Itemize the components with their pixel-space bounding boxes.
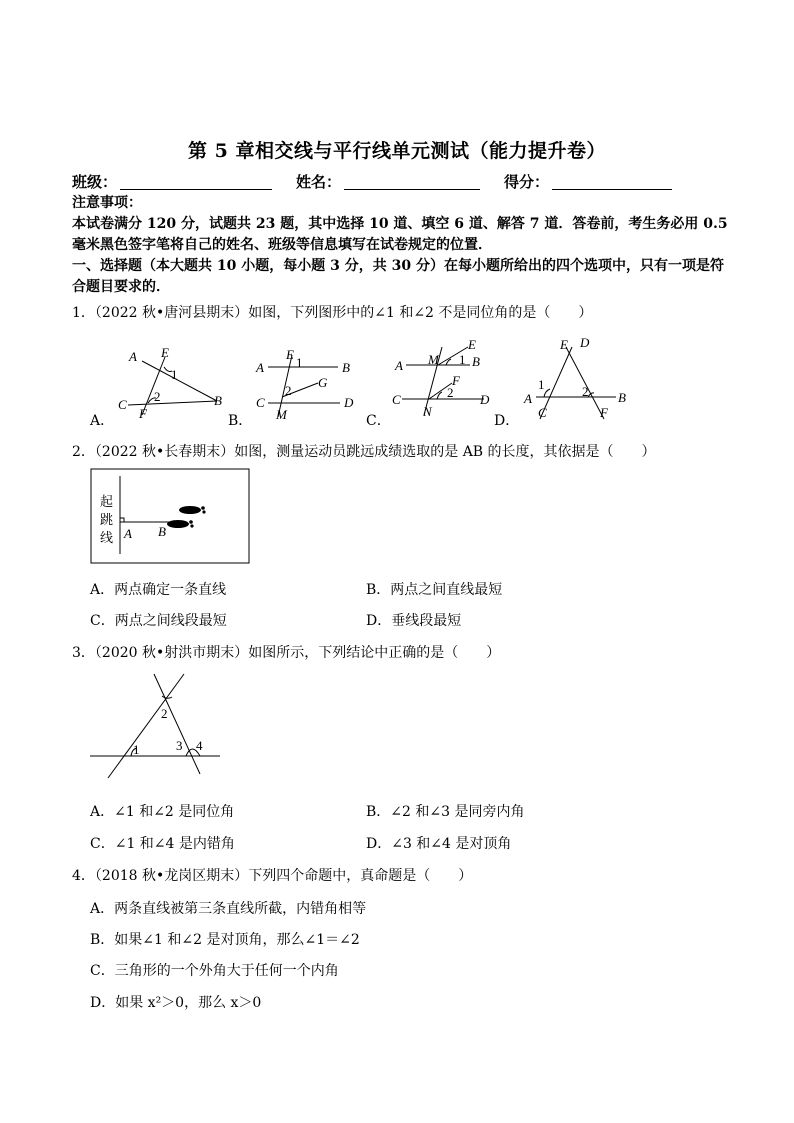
q1-figure-b bbox=[250, 345, 365, 425]
q1-figure-c bbox=[388, 335, 503, 425]
label: 3 bbox=[176, 738, 183, 753]
label: 1 bbox=[133, 742, 140, 757]
q1-figure-d bbox=[518, 335, 633, 425]
label: F bbox=[452, 373, 460, 388]
line-df bbox=[566, 347, 604, 419]
question-1-stem: 1．（2022 秋•唐河县期末）如图，下列图形中的∠1 和∠2 不是同位角的是（ ） bbox=[72, 305, 593, 321]
section-heading: 一、选择题（本大题共 10 小题，每小题 3 分，共 30 分）在每小题所给出的四个选项中，只有一项是符合题目要求的． bbox=[72, 258, 724, 295]
q1-option-d-label[interactable]: D． bbox=[494, 413, 520, 429]
label: 2 bbox=[582, 384, 589, 399]
label: E bbox=[161, 345, 169, 360]
figure-frame bbox=[91, 469, 249, 563]
label: E bbox=[560, 337, 568, 352]
q4-option-d[interactable]: D．如果 x²＞0，那么 x＞0 bbox=[90, 995, 262, 1011]
right-angle-mark bbox=[120, 518, 124, 522]
q1-option-a-label[interactable]: A． bbox=[90, 413, 115, 429]
q2-option-b[interactable]: B．两点之间直线最短 bbox=[366, 582, 503, 598]
q1-figure-a bbox=[110, 345, 225, 425]
label: E bbox=[468, 337, 476, 352]
label: 1 bbox=[538, 377, 545, 392]
label: C bbox=[392, 392, 401, 407]
q4-option-b[interactable]: B．如果∠1 和∠2 是对顶角，那么∠1＝∠2 bbox=[90, 932, 360, 948]
page-title: 第 5 章相交线与平行线单元测试（能力提升卷） bbox=[188, 140, 606, 162]
label: 4 bbox=[196, 738, 203, 753]
label: M bbox=[276, 407, 287, 422]
label: B bbox=[472, 354, 480, 369]
label-char: 起 bbox=[100, 495, 114, 510]
label: D bbox=[344, 395, 354, 410]
label: 2 bbox=[447, 385, 454, 400]
q1-option-c-label[interactable]: C． bbox=[366, 413, 391, 429]
label: B bbox=[618, 390, 626, 405]
label-char: 线 bbox=[100, 531, 114, 546]
label: C bbox=[538, 405, 547, 420]
question-4-stem: 4．（2018 秋•龙岗区期末）下列四个命题中，真命题是（ ） bbox=[72, 868, 473, 884]
label: F bbox=[139, 406, 147, 421]
q3-option-a[interactable]: A．∠1 和∠2 是同位角 bbox=[90, 804, 235, 820]
q3-option-d[interactable]: D．∠3 和∠4 是对顶角 bbox=[366, 836, 512, 852]
q2-option-d[interactable]: D．垂线段最短 bbox=[366, 613, 462, 629]
label: 1 bbox=[459, 352, 466, 367]
label: 2 bbox=[154, 389, 161, 404]
label: N bbox=[423, 404, 432, 419]
label: B bbox=[214, 393, 222, 408]
angle-1-arc bbox=[544, 389, 550, 397]
name-label: 姓名： bbox=[296, 173, 342, 191]
notice-heading: 注意事项： bbox=[72, 195, 142, 211]
class-label: 班级： bbox=[72, 173, 118, 191]
q2-option-a[interactable]: A．两点确定一条直线 bbox=[90, 582, 227, 598]
right-transversal bbox=[154, 674, 200, 774]
notice-body: 本试卷满分 120 分，试题共 23 题，其中选择 10 道、填空 6 道、解答 7 道．答卷前，考生务必用 0.5 毫米黑色签字笔将自己的姓名、班级等信息填写在试卷规定的位置． bbox=[72, 216, 728, 253]
q2-figure bbox=[90, 468, 252, 566]
score-blank[interactable] bbox=[552, 189, 672, 190]
question-2-stem: 2．（2022 秋•长春期末）如图，测量运动员跳远成绩选取的是 AB 的长度，其依据是（ ） bbox=[72, 444, 656, 460]
label: 1 bbox=[171, 367, 178, 382]
label-b: B bbox=[158, 524, 166, 539]
label: A bbox=[524, 391, 532, 406]
label: B bbox=[342, 360, 350, 375]
left-transversal bbox=[108, 674, 184, 778]
label: E bbox=[286, 347, 294, 362]
label: 1 bbox=[296, 355, 303, 370]
q3-figure bbox=[88, 670, 228, 782]
q1-option-b-label[interactable]: B． bbox=[228, 413, 253, 429]
label-char: 跳 bbox=[100, 513, 114, 528]
line-cb bbox=[128, 401, 217, 405]
q4-option-c[interactable]: C．三角形的一个外角大于任何一个内角 bbox=[90, 963, 339, 979]
label-a: A bbox=[124, 526, 132, 541]
label: A bbox=[395, 358, 403, 373]
footprint-icon bbox=[167, 506, 206, 528]
label: D bbox=[580, 335, 590, 350]
label: M bbox=[428, 352, 439, 367]
label: 2 bbox=[285, 383, 292, 398]
label: C bbox=[118, 397, 127, 412]
label: A bbox=[256, 360, 264, 375]
label: G bbox=[318, 375, 328, 390]
student-info-row bbox=[72, 171, 732, 193]
name-blank[interactable] bbox=[344, 189, 480, 190]
score-label: 得分： bbox=[504, 173, 550, 191]
q4-option-a[interactable]: A．两条直线被第三条直线所截，内错角相等 bbox=[90, 901, 367, 917]
label: 2 bbox=[161, 706, 168, 721]
label: A bbox=[129, 349, 137, 364]
q3-option-b[interactable]: B．∠2 和∠3 是同旁内角 bbox=[366, 804, 525, 820]
class-blank[interactable] bbox=[120, 189, 272, 190]
label: C bbox=[256, 395, 265, 410]
q2-option-c[interactable]: C．两点之间线段最短 bbox=[90, 613, 227, 629]
q3-option-c[interactable]: C．∠1 和∠4 是内错角 bbox=[90, 836, 235, 852]
label: F bbox=[600, 405, 608, 420]
question-3-stem: 3．（2020 秋•射洪市期末）如图所示，下列结论中正确的是（ ） bbox=[72, 645, 501, 661]
label: D bbox=[480, 392, 490, 407]
